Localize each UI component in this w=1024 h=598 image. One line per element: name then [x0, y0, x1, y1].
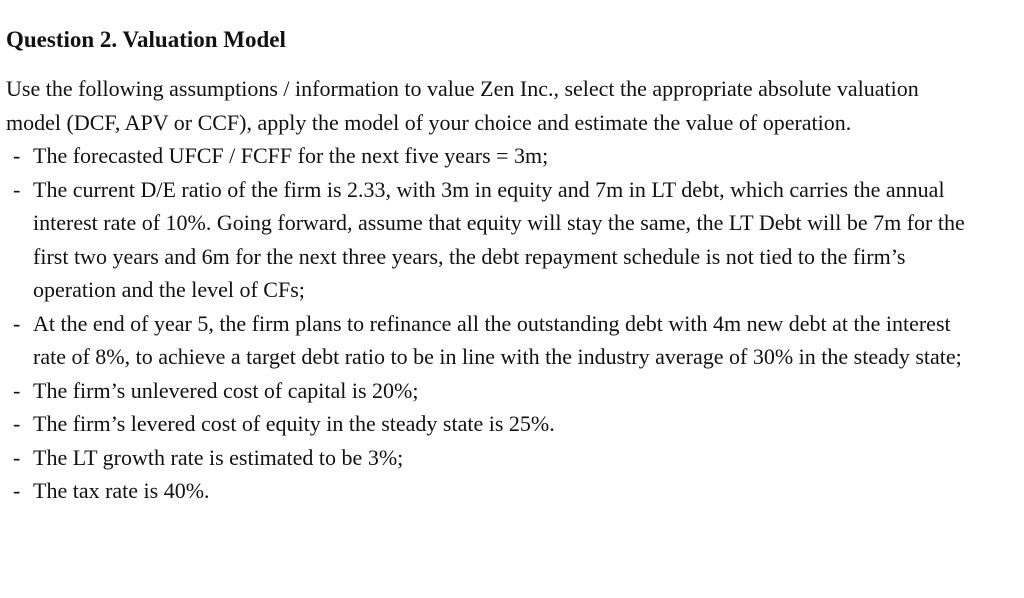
bullet-marker: -: [13, 478, 21, 503]
bullet-marker: -: [13, 176, 21, 202]
assumptions-list: [6, 139, 1004, 508]
list-item-text: The current D/E ratio of the firm is 2.33, with 3m in equity and 7m in LT debt, which carries the annual interest rate of 10%. Going forward, assume that equity will stay the same, the LT Debt will be 7m for the first two years and 6m for the next three years, the debt repayment schedule is not tied to the firm’s operation and the level of CFs;: [33, 176, 965, 302]
list-item-text: The firm’s levered cost of equity in the steady state is 25%.: [33, 411, 555, 436]
list-item: [6, 407, 983, 441]
list-item: [6, 474, 983, 508]
list-item-text: The LT growth rate is estimated to be 3%;: [33, 444, 404, 470]
bullet-marker: -: [13, 411, 21, 436]
list-item: [6, 374, 983, 408]
list-item: [6, 307, 983, 374]
bullet-marker: -: [13, 377, 21, 403]
question-title: Question 2. Valuation Model: [6, 27, 286, 52]
bullet-marker: -: [13, 310, 21, 336]
list-item-text: The firm’s unlevered cost of capital is 20%;: [33, 377, 419, 403]
bullet-marker: -: [13, 143, 21, 168]
list-item-text: The tax rate is 40%.: [33, 478, 210, 503]
list-item: [6, 173, 983, 307]
list-item: [6, 139, 983, 173]
list-item-text: At the end of year 5, the firm plans to refinance all the outstanding debt with 4m new debt at the interest rate of 8%, to achieve a target debt ratio to be in line with the industry average of 30% in the steady state;: [33, 310, 962, 369]
question-intro: Use the following assumptions / information to value Zen Inc., select the appropriate absolute valuation model (DCF, APV or CCF), apply the model of your choice and estimate the value of operation.: [6, 76, 919, 135]
list-item-text: The forecasted UFCF / FCFF for the next five years = 3m;: [33, 143, 549, 168]
list-item: [6, 441, 983, 475]
bullet-marker: -: [13, 444, 21, 470]
